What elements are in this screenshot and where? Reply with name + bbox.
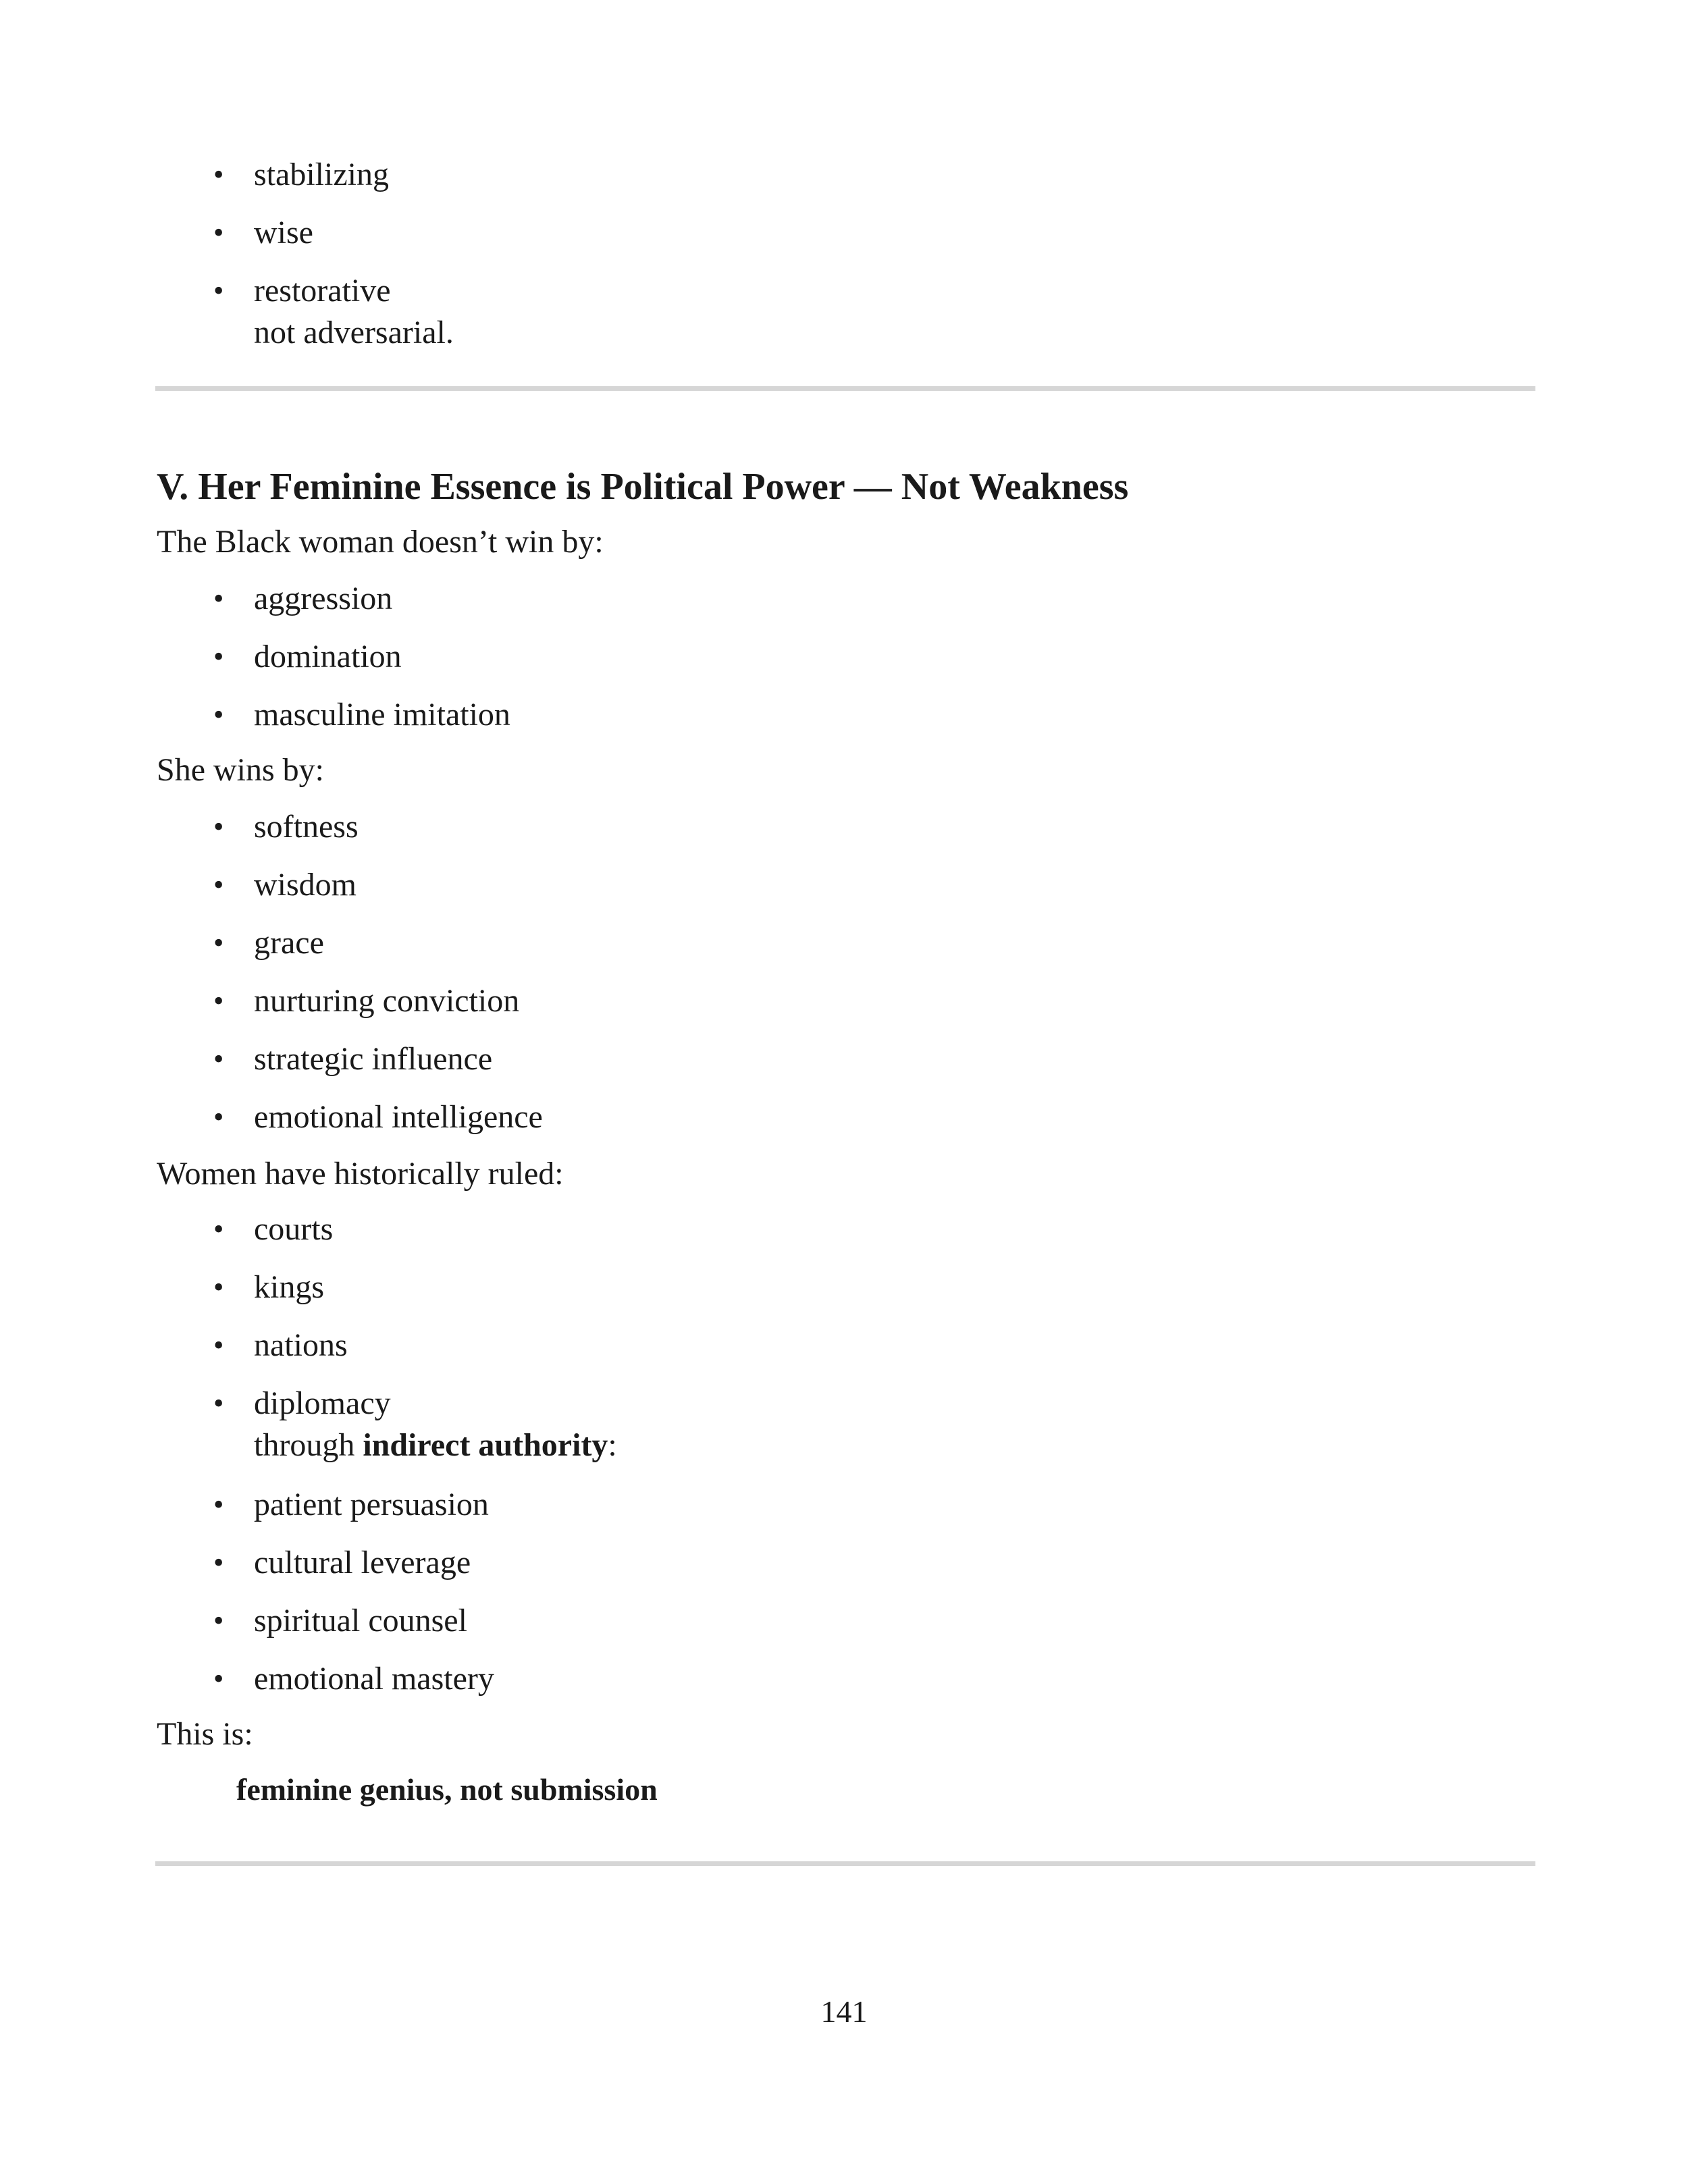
bullet-icon: • <box>213 1042 224 1075</box>
list-item: • patient persuasion <box>157 1484 1534 1526</box>
list-item: • strategic influence <box>157 1038 1534 1080</box>
bullet-icon: • <box>213 274 224 307</box>
list-item: • aggression <box>157 578 1534 620</box>
bullet-icon: • <box>213 1100 224 1134</box>
conclusion-statement: feminine genius, not submission <box>236 1772 658 1807</box>
bullet-icon: • <box>213 698 224 731</box>
bullet-icon: • <box>213 1604 224 1637</box>
paragraph: She wins by: <box>157 752 325 788</box>
list-item: • cultural leverage <box>157 1542 1534 1584</box>
list-item-continuation: through indirect authority: <box>254 1427 617 1463</box>
list-item: • emotional intelligence <box>157 1096 1534 1138</box>
list-item: • nations <box>157 1325 1534 1366</box>
bold-phrase: indirect authority <box>363 1427 608 1463</box>
bullet-icon: • <box>213 926 224 959</box>
bullet-icon: • <box>213 1546 224 1579</box>
bullet-icon: • <box>213 1387 224 1420</box>
bullet-icon: • <box>213 1213 224 1246</box>
list-item: • restorative not adversarial. <box>157 270 1534 354</box>
list-item: • wisdom <box>157 864 1534 906</box>
list-item: • wise <box>157 212 1534 254</box>
bullet-icon: • <box>213 1488 224 1521</box>
list-item: • stabilizing <box>157 154 1534 196</box>
bullet-list-1 <box>157 578 1534 752</box>
bullet-list-2 <box>157 806 1534 1154</box>
top-bullet-list <box>157 154 1534 370</box>
bullet-icon: • <box>213 582 224 615</box>
bullet-icon: • <box>213 216 224 249</box>
list-item: • masculine imitation <box>157 694 1534 736</box>
list-item-continuation: not adversarial. <box>254 315 454 350</box>
list-item: • domination <box>157 636 1534 678</box>
list-item: • grace <box>157 922 1534 964</box>
bullet-icon: • <box>213 868 224 901</box>
bullet-icon: • <box>213 810 224 843</box>
paragraph: The Black woman doesn’t win by: <box>157 524 604 560</box>
list-item: • courts <box>157 1208 1534 1250</box>
paragraph: Women have historically ruled: <box>157 1156 564 1192</box>
bullet-list-4 <box>157 1484 1534 1716</box>
paragraph: This is: <box>157 1716 253 1752</box>
list-item: • spiritual counsel <box>157 1600 1534 1642</box>
horizontal-rule <box>155 386 1535 391</box>
bullet-icon: • <box>213 640 224 673</box>
bullet-icon: • <box>213 984 224 1017</box>
bullet-icon: • <box>213 1329 224 1362</box>
list-item: • emotional mastery <box>157 1658 1534 1700</box>
section-heading: V. Her Feminine Essence is Political Power — Not Weakness <box>157 466 1129 508</box>
list-item: • diplomacy through indirect authority: <box>157 1383 1534 1466</box>
bullet-list-3 <box>157 1208 1534 1483</box>
list-item: • nurturing conviction <box>157 980 1534 1022</box>
bullet-icon: • <box>213 1271 224 1304</box>
horizontal-rule <box>155 1861 1535 1866</box>
bullet-icon: • <box>213 1662 224 1695</box>
list-item: • kings <box>157 1267 1534 1308</box>
list-item: • softness <box>157 806 1534 848</box>
bullet-icon: • <box>213 158 224 191</box>
page-number: 141 <box>820 1994 868 2029</box>
